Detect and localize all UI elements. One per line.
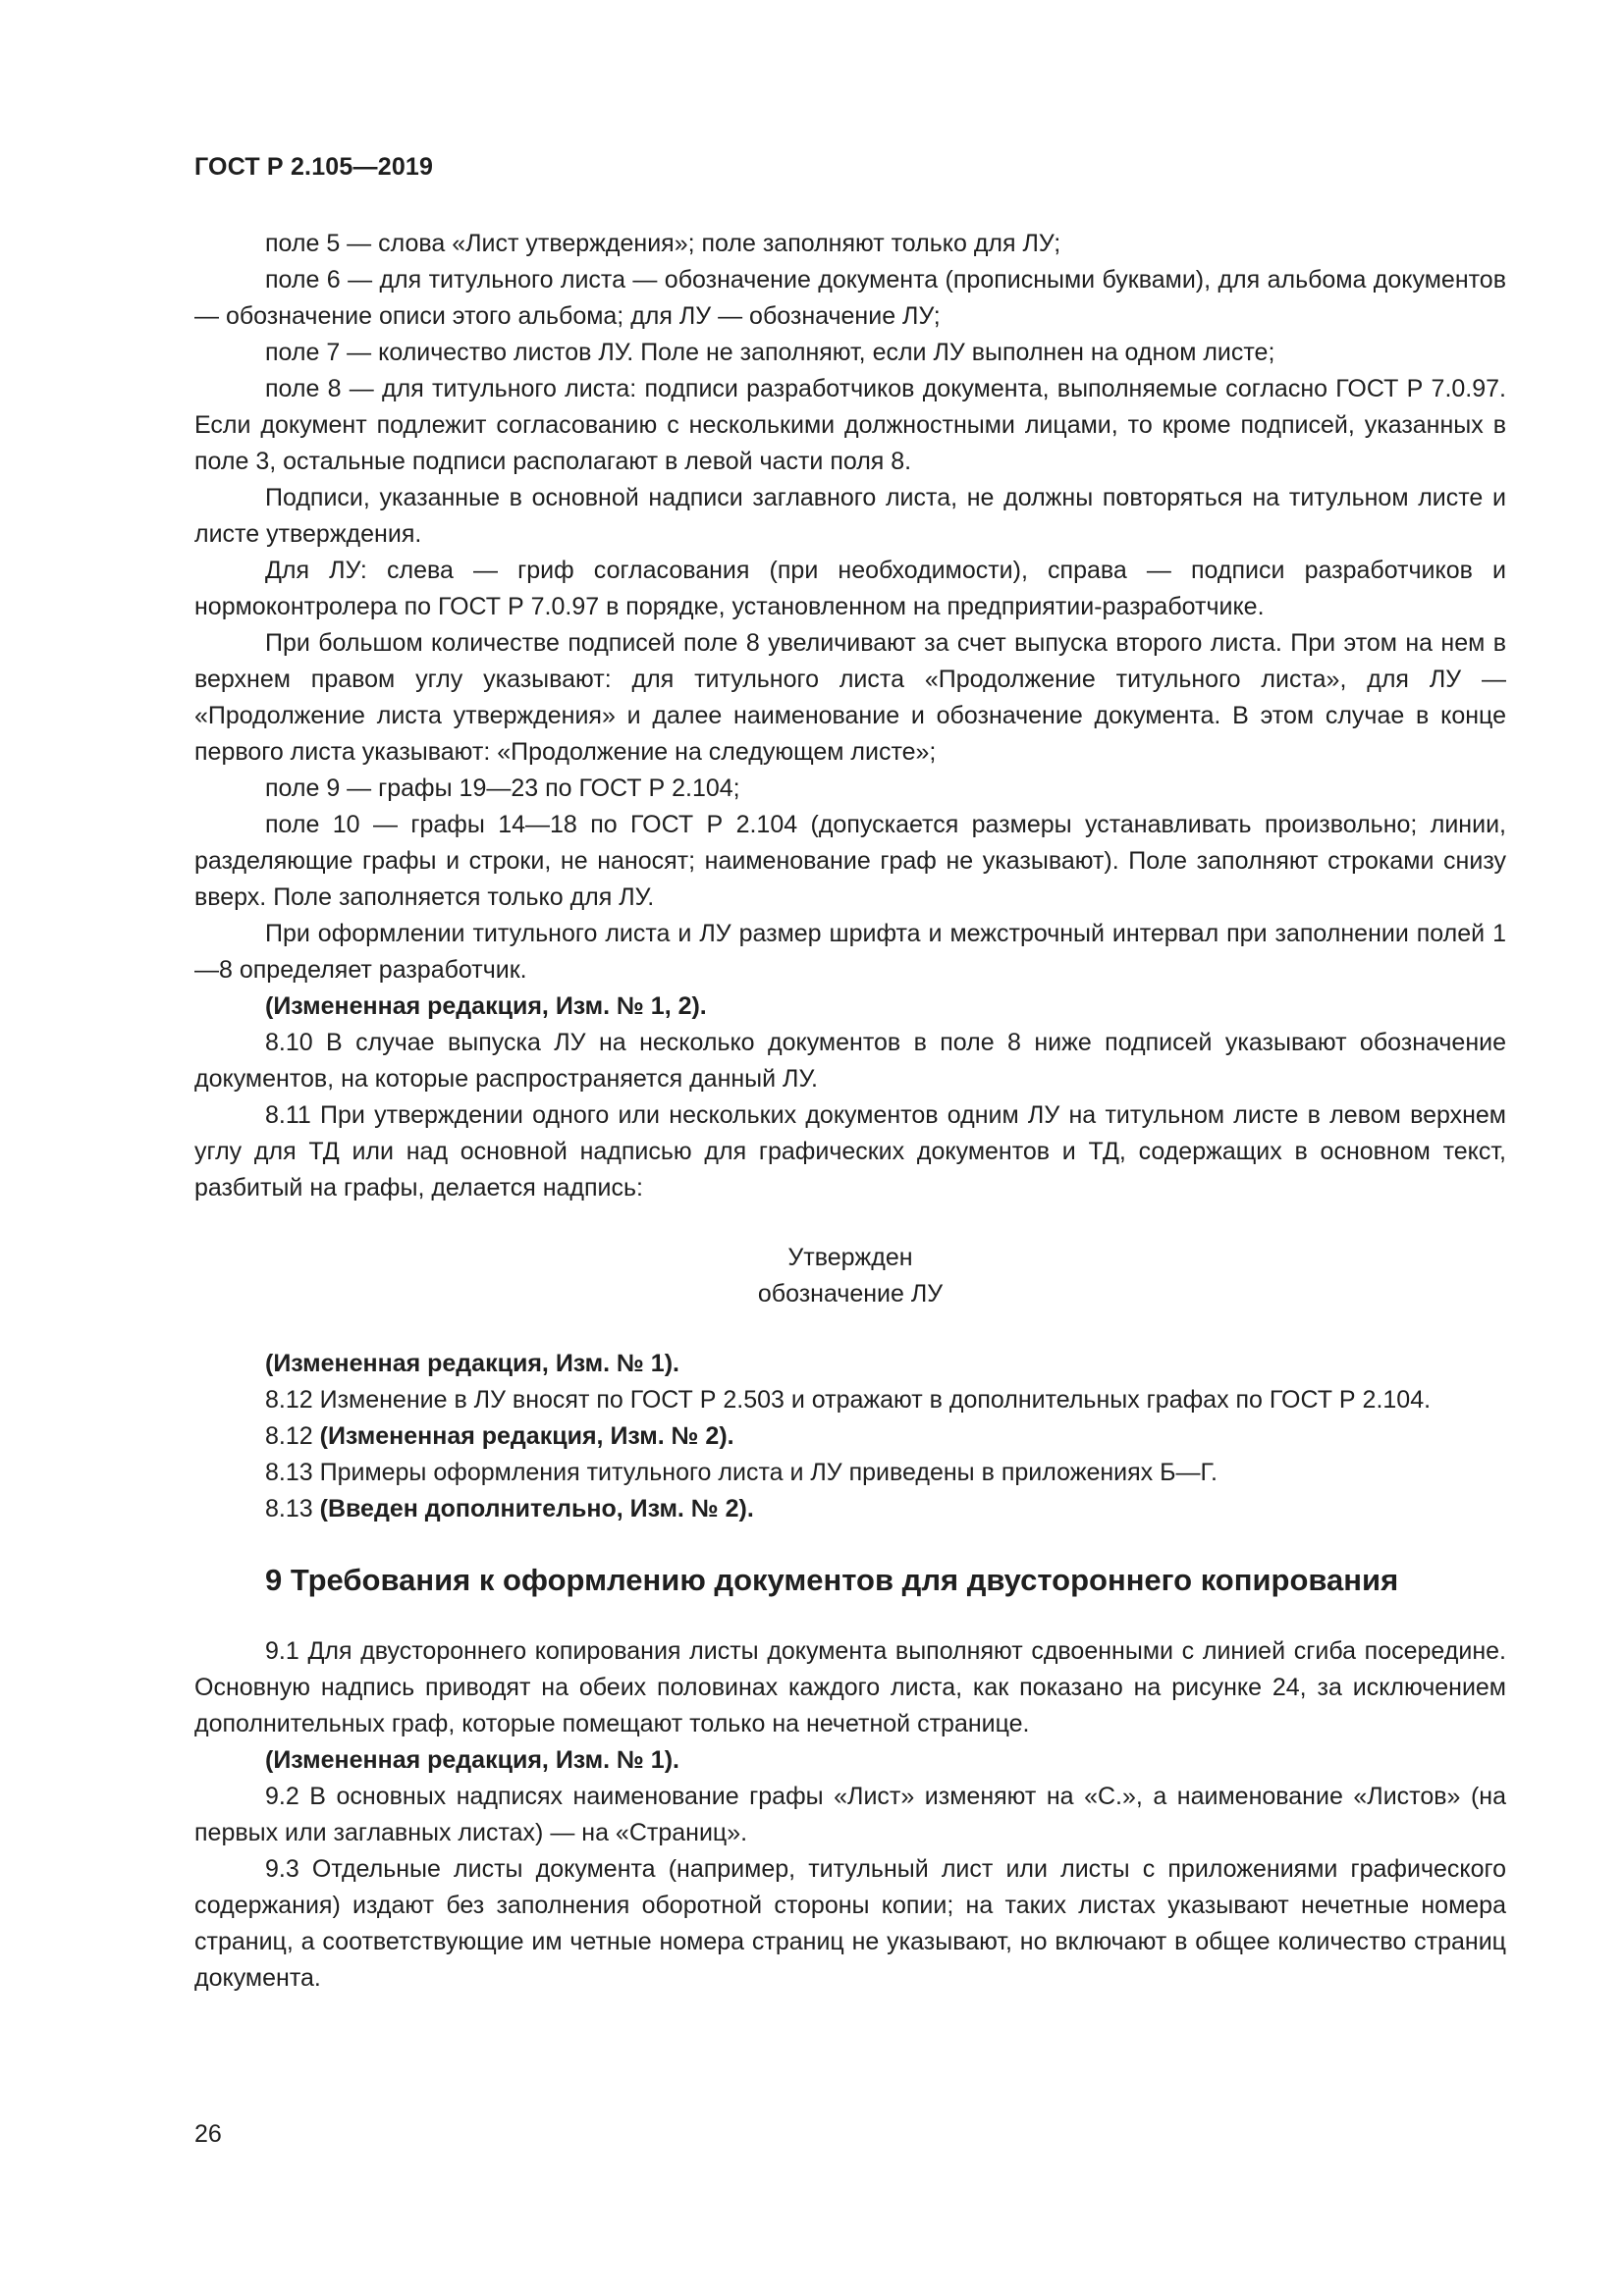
paragraph: поле 10 — графы 14—18 по ГОСТ Р 2.104 (допускается размеры устанавливать произвольно; линии, разделяющие графы и строки, не наносят; наименование граф не указывают). Поле заполняют строками снизу вверх. Поле заполняется только для ЛУ. (194, 811, 1506, 911)
clause-8-13: 8.13 Примеры оформления титульного листа и ЛУ приведены в приложениях Б—Г. (265, 1459, 1218, 1486)
amendment-note: (Измененная редакция, Изм. № 1). (265, 1350, 679, 1377)
clause-9-1: 9.1 Для двустороннего копирования листы документа выполняют сдвоенными с линией сгиба посередине. Основную надпись приводят на обеих половинах каждого листа, как показано на рисунке 24, за исключением дополнительных граф, которые помещают только на нечетной странице. (194, 1637, 1506, 1737)
paragraph: При оформлении титульного листа и ЛУ размер шрифта и межстрочный интервал при заполнении полей 1—8 определяет разработчик. (194, 920, 1506, 984)
clause-8-12: 8.12 Изменение в ЛУ вносят по ГОСТ Р 2.503 и отражают в дополнительных графах по ГОСТ Р 2.104. (265, 1386, 1432, 1414)
paragraph: поле 8 — для титульного листа: подписи разработчиков документа, выполняемые согласно ГОСТ Р 7.0.97. Если документ подлежит согласованию с несколькими должностными лицами, то кроме подписей, указанных в поле 3, остальные подписи располагают в левой части поля 8. (194, 375, 1506, 475)
approval-stamp-text (194, 1240, 1506, 1312)
clause-8-13-amendment (194, 1491, 1506, 1527)
clause-8-10: 8.10 В случае выпуска ЛУ на несколько документов в поле 8 ниже подписей указывают обозначение документов, на которые распространяется данный ЛУ. (194, 1029, 1506, 1093)
clause-9-2: 9.2 В основных надписях наименование графы «Лист» изменяют на «С.», а наименование «Листов» (на первых или заглавных листах) — на «Страниц». (194, 1783, 1506, 1846)
paragraph: поле 9 — графы 19—23 по ГОСТ Р 2.104; (265, 774, 740, 802)
document-body (194, 226, 1506, 1997)
amendment-note: (Измененная редакция, Изм. № 2). (319, 1422, 734, 1450)
paragraph: При большом количестве подписей поле 8 увеличивают за счет выпуска второго листа. При этом на нем в верхнем правом углу указывают: для титульного листа «Продолжение титульного листа», для ЛУ — «Продолжение листа утверждения» и далее наименование и обозначение документа. В этом случае в конце первого листа указывают: «Продолжение на следующем листе»; (194, 629, 1506, 766)
clause-number: 8.12 (265, 1422, 313, 1450)
clause-number: 8.13 (265, 1495, 313, 1522)
paragraph: поле 7 — количество листов ЛУ. Поле не заполняют, если ЛУ выполнен на одном листе; (265, 339, 1275, 366)
paragraph: поле 5 — слова «Лист утверждения»; поле заполняют только для ЛУ; (265, 230, 1061, 257)
clause-8-12-amendment (194, 1418, 1506, 1455)
section-heading: 9 Требования к оформлению документов для двустороннего копирования (265, 1563, 1399, 1597)
amendment-note: (Измененная редакция, Изм. № 1). (265, 1746, 679, 1774)
document-header: ГОСТ Р 2.105—2019 (194, 153, 434, 181)
paragraph: поле 6 — для титульного листа — обозначение документа (прописными буквами), для альбома документов — обозначение описи этого альбома; для ЛУ — обозначение ЛУ; (194, 266, 1506, 330)
clause-9-3: 9.3 Отдельные листы документа (например, титульный лист или листы с приложениями графического содержания) издают без заполнения оборотной стороны копии; на таких листах указывают нечетные номера страниц, а соответствующие им четные номера страниц не указывают, но включают в общее количество страниц документа. (194, 1855, 1506, 1992)
clause-8-11: 8.11 При утверждении одного или нескольких документов одним ЛУ на титульном листе в левом верхнем углу для ТД или над основной надписью для графических документов и ТД, содержащих в основном текст, разбитый на графы, делается надпись: (194, 1101, 1506, 1201)
stamp-line: обозначение ЛУ (757, 1280, 944, 1308)
paragraph: Для ЛУ: слева — гриф согласования (при необходимости), справа — подписи разработчиков и нормоконтролера по ГОСТ Р 7.0.97 в порядке, установленном на предприятии-разработчике. (194, 557, 1506, 620)
amendment-note: (Введен дополнительно, Изм. № 2). (319, 1495, 754, 1522)
page-number: 26 (194, 2120, 222, 2148)
stamp-line: Утвержден (787, 1244, 913, 1271)
amendment-note: (Измененная редакция, Изм. № 1, 2). (265, 992, 707, 1020)
paragraph: Подписи, указанные в основной надписи заглавного листа, не должны повторяться на титульном листе и листе утверждения. (194, 484, 1506, 548)
